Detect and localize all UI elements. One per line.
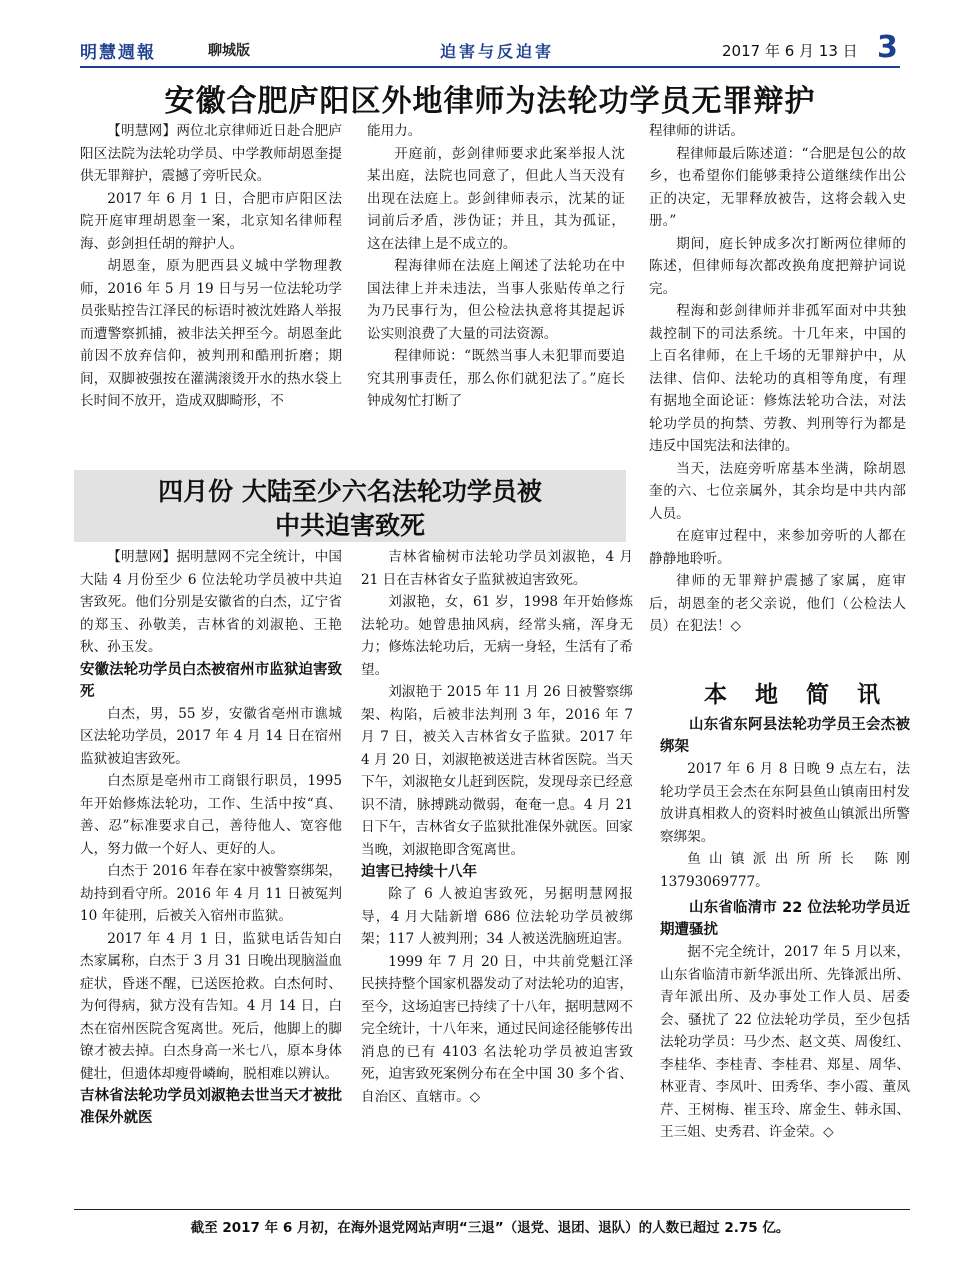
paragraph: 开庭前，彭剑律师要求此案举报人沈某出庭，法院也同意了，但此人当天没有出现在法庭上。彭剑律师表示，沈某的证词前后矛盾，涉伪证；并且，其为孤证，这在法律上是不成立的。 (367, 145, 625, 252)
issue-date: 2017 年 6 月 13 日 (722, 42, 858, 60)
paragraph: 吉林省榆树市法轮功学员刘淑艳，4 月 21 日在吉林省女子监狱被迫害致死。 (361, 549, 633, 588)
paragraph: 据不完全统计，2017 年 5 月以来，山东省临清市新华派出所、先锋派出所、青年派出所、及办事处工作人员、居委会、骚扰了 22 位法轮功学员，至少包括法轮功学员：马少杰、赵文英、周俊红、李桂华、李桂青、李桂君、郑星、周华、林亚青、李凤叶、田秀华、李小霞、董凤芹、王树梅、崔玉玲、席金生、韩永国、王三姐、史秀君、许金荣。◇ (660, 944, 910, 1140)
paragraph: 除了 6 人被迫害致死，另据明慧网报导，4 月大陆新增 686 位法轮功学员被绑架；117 人被判刑；34 人被送洗脑班迫害。 (361, 886, 633, 947)
paragraph: 律师的无罪辩护震撼了家属，庭审后，胡恩奎的老父亲说，他们（公检法人员）在犯法！◇ (649, 573, 906, 634)
header-rule (80, 66, 900, 68)
paragraph: 白杰于 2016 年春在家中被警察绑架，劫持到看守所。2016 年 4 月 11 日被冤判 10 年徒刑，后被关入宿州市监狱。 (80, 863, 342, 924)
paragraph: 2017 年 6 月 8 日晚 9 点左右，法轮功学员王会杰在东阿县鱼山镇南田村发放讲真相救人的资料时被鱼山镇派出所警察绑架。 (660, 761, 910, 845)
paragraph: 程海和彭剑律师并非孤军面对中共独裁控制下的司法系统。十几年来，中国的上百名律师，在上千场的无罪辩护中，从法律、信仰、法轮功的真相等角度，有理有据地全面论证：修炼法轮功合法，对法轮功学员的拘禁、劳教、判刑等行为都是违反中国宪法和法律的。 (649, 303, 906, 454)
paragraph: 【明慧网】两位北京律师近日赴合肥庐阳区法院为法轮功学员、中学教师胡恩奎提供无罪辩护，震撼了旁听民众。 (80, 123, 342, 184)
paragraph: 程律师的讲话。 (649, 123, 745, 139)
article2-col2 (361, 546, 633, 1108)
article1-col3 (649, 120, 906, 638)
paragraph: 当天，法庭旁听席基本坐满，除胡恩奎的六、七位亲属外，其余均是中共内部人员。 (649, 460, 906, 522)
paragraph: 胡恩奎，原为肥西县义城中学物理教师，2016 年 5 月 19 日与另一位法轮功学员张贴控告江泽民的标语时被沈姓路人举报而遭警察抓捕，被非法关押至今。胡恩奎此前因不放弃信仰，被判刑和酷刑折磨；期间，双脚被强按在灌满滚烫开水的热水袋上长时间不放开，造成双脚畸形，不 (80, 258, 342, 409)
paragraph: 能用力。 (367, 123, 422, 139)
paragraph: 1999 年 7 月 20 日，中共前党魁江泽民挟持整个国家机器发动了对法轮功的迫害，至今，这场迫害已持续了十八年，据明慧网不完全统计，十八年来，通过民间途径能够传出消息的已有 4103 名法轮功学员被迫害致死，迫害致死案例分布在全中国 30 多个省、自治区、直辖市。◇ (361, 953, 633, 1105)
article2-title-banner (74, 470, 626, 542)
paragraph: 刘淑艳于 2015 年 11 月 26 日被警察绑架、构陷，后被非法判刑 3 年，2016 年 7 月 7 日，被关入吉林省女子监狱。2017 年 4 月 20 日，刘淑艳被送进吉林省医院。当天下午，刘淑艳女儿赶到医院，发现母亲已经意识不清，脉搏跳动微弱，奄奄一息。4 月 21 日下午，吉林省女子监狱批准保外就医。回家当晚，刘淑艳即含冤离世。 (361, 684, 633, 858)
local-briefs-heading: 本 地 简 讯 (704, 682, 891, 708)
article1-col1 (80, 120, 342, 413)
paragraph: 2017 年 6 月 1 日，合肥市庐阳区法院开庭审理胡恩奎一案，北京知名律师程海、彭剑担任胡的辩护人。 (80, 190, 342, 252)
subheading: 迫害已持续十八年 (361, 864, 477, 880)
article2-title-line1: 四月份 大陆至少六名法轮功学员被 (158, 477, 542, 506)
subheading: 安徽法轮功学员白杰被宿州市监狱迫害致死 (80, 661, 342, 700)
article1-col2 (367, 120, 625, 413)
local-briefs-column (660, 714, 910, 1144)
publication-name: 明慧週報 (80, 43, 156, 63)
footer-notice: 截至 2017 年 6 月初，在海外退党网站声明“三退”（退党、退团、退队）的人数已超过 2.75 亿。 (190, 1220, 790, 1236)
paragraph: 【明慧网】据明慧网不完全统计，中国大陆 4 月份至少 6 位法轮功学员被中共迫害致死。他们分别是安徽省的白杰，辽宁省的郑玉、孙敬美，吉林省的刘淑艳、王艳秋、孙玉发。 (80, 549, 342, 655)
section-title: 迫害与反迫害 (440, 42, 555, 61)
article2-col1 (80, 546, 342, 1129)
paragraph: 程律师最后陈述道：“合肥是包公的故乡，也希望你们能够秉持公道继续作出公正的决定，无罪释放被告，这将会载入史册。” (649, 145, 906, 229)
paragraph: 期间，庭长钟成多次打断两位律师的陈述，但律师每次都改换角度把辩护词说完。 (649, 235, 906, 297)
paragraph: 在庭审过程中，来参加旁听的人都在静静地聆听。 (649, 528, 906, 567)
page-number: 3 (877, 30, 898, 65)
brief-item-title: 山东省东阿县法轮功学员王会杰被绑架 (660, 717, 910, 755)
main-headline: 安徽合肥庐阳区外地律师为法轮功学员无罪辩护 (164, 84, 816, 119)
paragraph: 2017 年 4 月 1 日，监狱电话告知白杰家属称，白杰于 3 月 31 日晚出现脑溢血症状，昏迷不醒，已送医抢救。白杰何时、为何得病，狱方没有告知。4 月 14 日，白杰在宿州医院含冤离世。死后，他脚上的脚镣才被去掉。白杰身高一米七八，原本身体健壮，但遗体却瘦骨嶙峋，脱相难以辨认。 (80, 930, 342, 1082)
page-header (80, 30, 900, 68)
paragraph: 刘淑艳，女，61 岁，1998 年开始修炼法轮功。她曾患抽风病，经常头痛，浑身无力；修炼法轮功后，无病一身轻，生活有了希望。 (361, 594, 633, 678)
paragraph: 鱼山镇派出所所长 陈刚 13793069777。 (660, 851, 910, 890)
paragraph: 白杰，男，55 岁，安徽省亳州市谯城区法轮功学员，2017 年 4 月 14 日在宿州监狱被迫害致死。 (80, 705, 342, 767)
footer-rule (74, 1209, 910, 1210)
brief-item-title: 山东省临清市 22 位法轮功学员近期遭骚扰 (660, 900, 910, 938)
edition-label: 聊城版 (208, 43, 250, 59)
paragraph: 程海律师在法庭上阐述了法轮功在中国法律上并未违法，当事人张贴传单之行为乃民事行为，但公检法执意将其提起诉讼实则浪费了大量的司法资源。 (367, 258, 625, 342)
article2-title-line2: 中共迫害致死 (274, 511, 425, 540)
paragraph: 程律师说：“既然当事人未犯罪而要追究其刑事责任，那么你们就犯法了。”庭长钟成匆忙打断了 (367, 348, 625, 409)
subheading: 吉林省法轮功学员刘淑艳去世当天才被批准保外就医 (80, 1088, 342, 1126)
paragraph: 白杰原是亳州市工商银行职员，1995 年开始修炼法轮功，工作、生活中按“真、善、忍”标准要求自己，善待他人、宽容他人，努力做一个好人、更好的人。 (80, 773, 342, 857)
